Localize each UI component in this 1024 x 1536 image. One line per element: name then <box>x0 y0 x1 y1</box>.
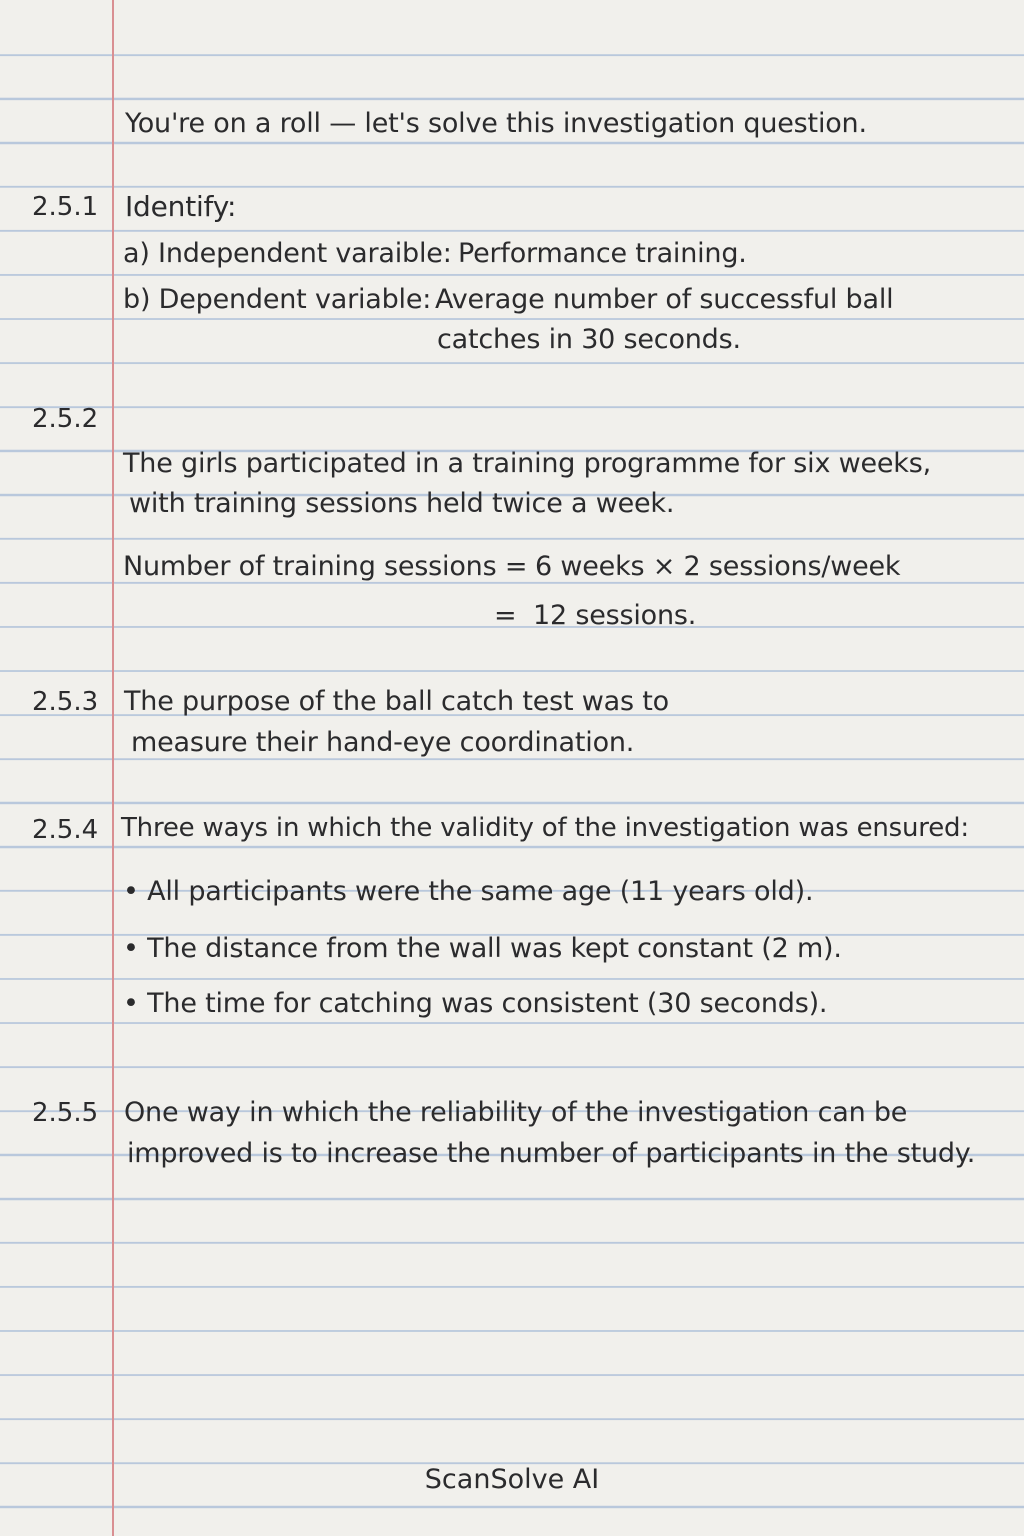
question-number-2-5-1: 2.5.1 <box>32 192 99 222</box>
validity-bullet-2: • The distance from the wall was kept constant (2 m). <box>123 933 842 964</box>
independent-variable-value: Performance training. <box>458 238 747 269</box>
independent-variable-label: a) Independent varaible: <box>123 238 452 269</box>
calculation-step: 6 weeks × 2 sessions/week <box>535 551 901 582</box>
validity-bullet-1-text: All participants were the same age (11 years old). <box>147 876 814 907</box>
answer-2-5-2-line2: with training sessions held twice a week. <box>129 488 675 519</box>
dependent-variable-value-line2: catches in 30 seconds. <box>437 324 741 355</box>
answer-2-5-5-line1: One way in which the reliability of the investigation can be <box>124 1097 908 1128</box>
question-number-2-5-5: 2.5.5 <box>32 1098 99 1128</box>
answer-2-5-3-line1: The purpose of the ball catch test was to <box>124 686 669 717</box>
intro-text: You're on a roll — let's solve this investigation question. <box>125 108 867 139</box>
calculation-label: Number of training sessions = <box>123 551 528 582</box>
footer-brand: ScanSolve AI <box>424 1464 600 1495</box>
calculation-result: 12 sessions. <box>533 600 697 631</box>
validity-bullet-3: • The time for catching was consistent (30 seconds). <box>123 988 828 1019</box>
validity-bullet-1: • All participants were the same age (11 years old). <box>123 876 814 907</box>
answer-2-5-4-heading: Three ways in which the validity of the investigation was ensured: <box>121 813 969 843</box>
validity-bullet-3-text: The time for catching was consistent (30 seconds). <box>147 988 828 1019</box>
calculation-equals: = <box>494 600 517 631</box>
answer-2-5-3-line2: measure their hand-eye coordination. <box>131 727 635 758</box>
dependent-variable-value-line1: Average number of successful ball <box>435 284 894 315</box>
question-number-2-5-3: 2.5.3 <box>32 687 99 717</box>
identify-heading: Identify: <box>125 190 237 223</box>
answer-2-5-2-line1: The girls participated in a training programme for six weeks, <box>123 448 931 479</box>
dependent-variable-label: b) Dependent variable: <box>123 284 432 315</box>
validity-bullet-2-text: The distance from the wall was kept constant (2 m). <box>147 933 842 964</box>
question-number-2-5-4: 2.5.4 <box>32 815 99 845</box>
margin-line <box>112 0 114 1536</box>
question-number-2-5-2: 2.5.2 <box>32 404 99 434</box>
answer-2-5-5-line2: improved is to increase the number of participants in the study. <box>127 1138 976 1169</box>
